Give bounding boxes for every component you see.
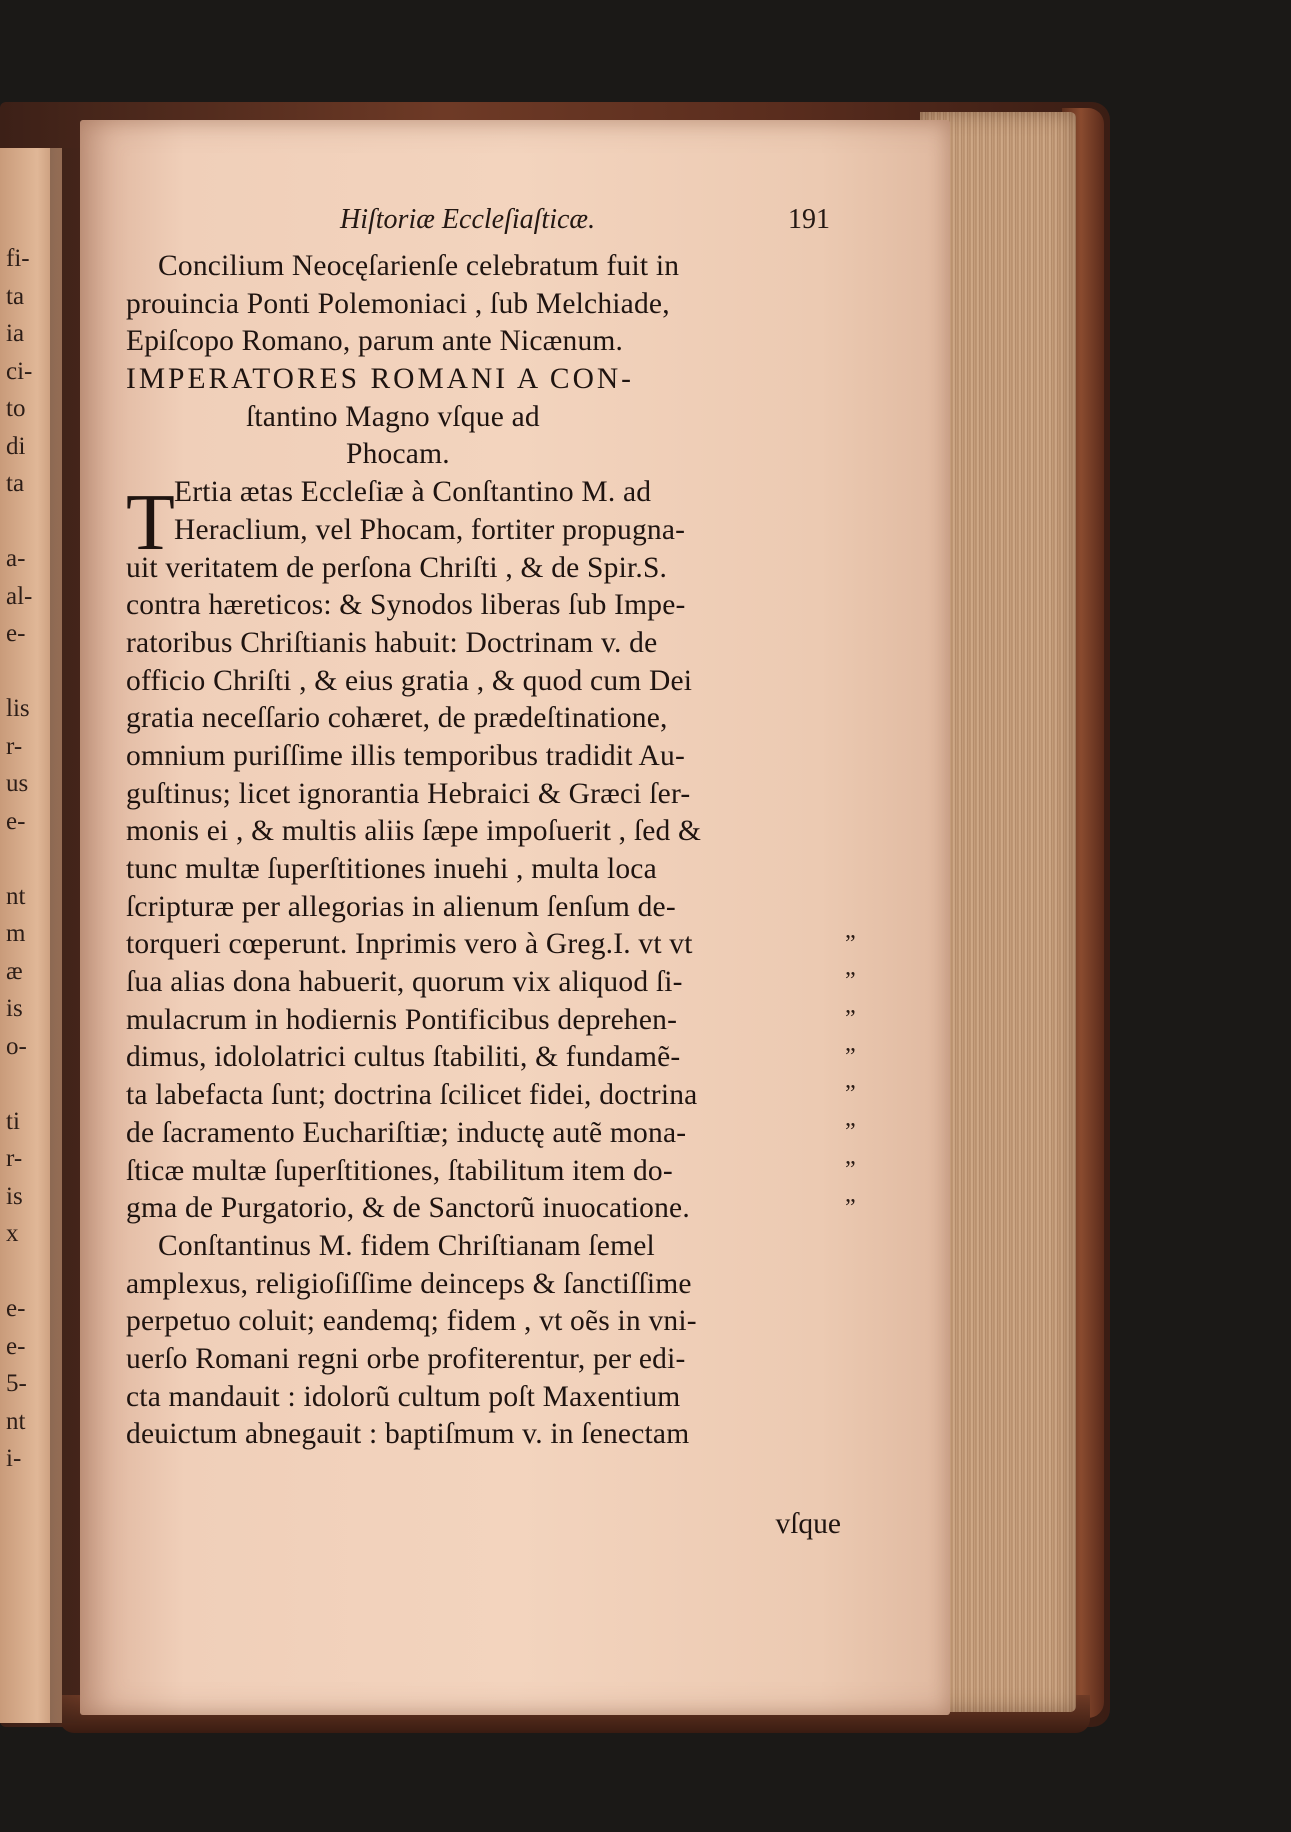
- text-line: perpetuo coluit; eandemq; fidem , vt oẽs in vni-: [126, 1305, 697, 1338]
- margin-fragment: ti: [6, 1107, 20, 1135]
- text-line: uerſo Romani regni orbe profiterentur, per edi-: [126, 1342, 686, 1375]
- margin-fragment: is: [6, 995, 23, 1022]
- text-line: Concilium Neocęſarienſe celebratum fuit in: [158, 250, 680, 282]
- margin-fragment: æ: [6, 957, 23, 985]
- margin-fragment: [6, 653, 62, 691]
- margin-fragment: ia: [6, 320, 25, 347]
- margin-fragment: [6, 503, 62, 541]
- margin-fragment: us: [6, 770, 29, 797]
- margin-fragment: e-: [6, 1295, 26, 1322]
- margin-fragment: [6, 840, 62, 878]
- quote-mark: ”: [845, 1119, 856, 1146]
- text-line: dimus, idololatrici cultus ſtabiliti, & fundamẽ-: [126, 1041, 681, 1074]
- text-line: prouincia Ponti Polemoniaci , ſub Melchiade,: [126, 287, 670, 320]
- margin-fragment: ci-: [6, 357, 33, 385]
- margin-fragment: i-: [6, 1445, 22, 1472]
- margin-fragment: nt: [6, 882, 26, 910]
- margin-fragment: e-: [6, 1332, 26, 1360]
- body-text: [126, 248, 836, 1454]
- text-line: ratoribus Chriſtianis habuit: Doctrinam v. de: [126, 626, 658, 659]
- left-page-margin-text: [6, 240, 62, 1478]
- drop-cap: T: [126, 479, 175, 567]
- text-line: tunc multæ ſuperſtitiones inuehi , multa loca: [126, 853, 657, 885]
- text-line: gratia neceſſario cohæret, de prædeſtinatione,: [126, 702, 668, 735]
- margin-fragment: fi-: [6, 245, 30, 272]
- page-number: 191: [788, 204, 830, 235]
- quote-mark: ”: [845, 1156, 856, 1183]
- margin-fragment: to: [6, 395, 26, 422]
- margin-fragment: r-: [6, 1145, 23, 1172]
- margin-fragment: [6, 1065, 62, 1103]
- text-line: omnium puriſſime illis temporibus tradidit Au-: [126, 739, 686, 772]
- text-line: deuictum abnegauit : baptiſmum v. in ſenectam: [126, 1418, 690, 1451]
- text-line: ta labefacta ſunt; doctrina ſcilicet fidei, doctrina: [126, 1079, 698, 1112]
- margin-fragment: r-: [6, 732, 23, 760]
- quote-mark: ”: [845, 968, 856, 995]
- text-line: officio Chriſti , & eius gratia , & quod cum Dei: [126, 664, 693, 697]
- margin-fragment: al-: [6, 582, 33, 610]
- running-head: Hiſtoriæ Eccleſiaſticæ.: [340, 204, 596, 235]
- text-line: monis ei , & multis aliis ſæpe impoſuerit , ſed &: [126, 815, 702, 848]
- section-heading: ſtantino Magno vſque ad: [246, 400, 540, 433]
- section-heading: IMPERATORES ROMANI A CON-: [126, 363, 635, 396]
- margin-fragment: a-: [6, 545, 26, 572]
- text-line: guſtinus; licet ignorantia Hebraici & Græci ſer-: [126, 777, 691, 810]
- text-line: amplexus, religioſiſſime deinceps & ſanctiſſime: [126, 1267, 692, 1300]
- catchword: vſque: [775, 1508, 841, 1540]
- text-line: uit veritatem de perſona Chriſti , & de Spir.S.: [126, 551, 668, 584]
- text-line: contra hæreticos: & Synodos liberas ſub Impe-: [126, 589, 686, 622]
- section-heading: Phocam.: [346, 438, 450, 471]
- margin-fragment: ta: [6, 470, 25, 497]
- margin-fragment: x: [6, 1220, 19, 1247]
- margin-fragment: nt: [6, 1407, 26, 1435]
- text-line: Heraclium, vel Phocam, fortiter propugna-: [174, 513, 686, 546]
- text-line: ſua alias dona habuerit, quorum vix aliquod ſi-: [126, 966, 683, 999]
- text-line: Epiſcopo Romano, parum ante Nicænum.: [126, 325, 624, 358]
- margin-fragment: m: [6, 920, 26, 947]
- margin-fragment: lis: [6, 695, 30, 722]
- text-line: mulacrum in hodiernis Pontificibus deprehen-: [126, 1003, 678, 1036]
- margin-fragment: is: [6, 1182, 23, 1210]
- margin-fragment: di: [6, 432, 26, 460]
- quote-mark: ”: [845, 1194, 856, 1221]
- margin-fragment: o-: [6, 1032, 27, 1060]
- text-line: ſticæ multæ ſuperſtitiones, ſtabilitum item do-: [126, 1154, 673, 1187]
- quote-mark: ”: [845, 930, 856, 957]
- margin-fragment: e-: [6, 807, 26, 835]
- margin-fragment: 5-: [6, 1370, 27, 1397]
- margin-fragment: [6, 1253, 62, 1291]
- margin-fragment: ta: [6, 282, 25, 310]
- text-line: Ertia ætas Eccleſiæ à Conſtantino M. ad: [174, 476, 652, 509]
- text-line: torqueri cœperunt. Inprimis vero à Greg.I. vt vt: [126, 928, 693, 961]
- text-line: cta mandauit : idolorũ cultum poſt Maxentium: [126, 1380, 681, 1413]
- margin-fragment: e-: [6, 620, 26, 647]
- text-line: gma de Purgatorio, & de Sanctorũ inuocatione.: [126, 1192, 690, 1225]
- quote-mark: ”: [845, 1043, 856, 1070]
- text-line: ſcripturæ per allegorias in alienum ſenſum de-: [126, 890, 676, 923]
- quote-mark: ”: [845, 1081, 856, 1108]
- text-line: de ſacramento Euchariſtiæ; inductę autẽ mona-: [126, 1116, 687, 1149]
- text-line: Conſtantinus M. fidem Chriſtianam ſemel: [158, 1229, 655, 1262]
- quote-mark: ”: [845, 1006, 856, 1032]
